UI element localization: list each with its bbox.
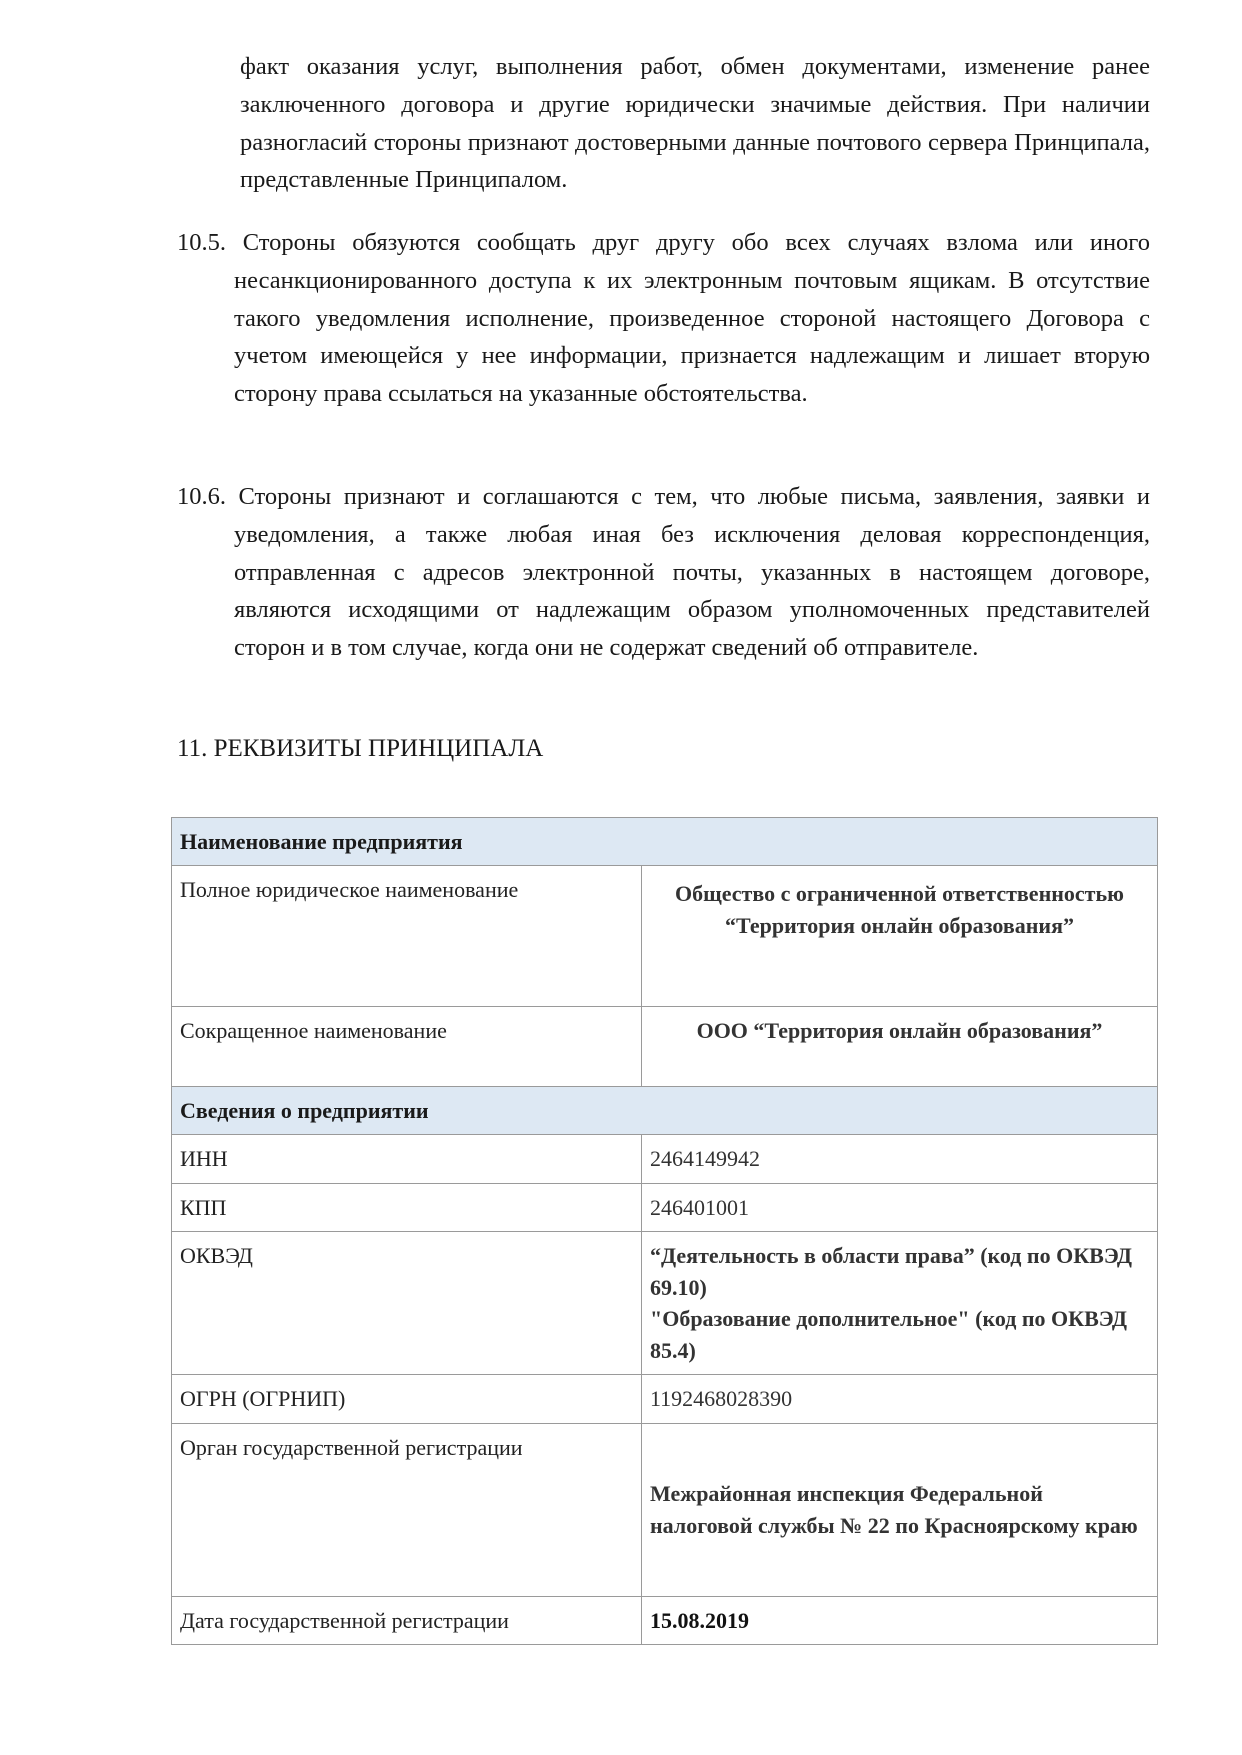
table-row [172,1135,1158,1184]
inn-value: 2464149942 [642,1135,1158,1184]
full-name-label: Полное юридическое наименование [172,866,642,1007]
okved-value-line-2: "Образование дополнительное" (код по ОКВЭД 85.4) [650,1306,1127,1363]
reg-body-value: Межрайонная инспекция Федеральной налоговой службы № 22 по Красноярскому краю [642,1423,1158,1596]
paragraph-10-5: 10.5. Стороны обязуются сообщать друг другу обо всех случаях взлома или иного несанкционированного доступа к их электронным почтовым ящикам. В отсутствие такого уведомления исполнение, произведенное стороной настоящего Договора с учетом имеющейся у нее информации, признается надлежащим и лишает вторую сторону права ссылаться на указанные обстоятельства. [177,229,1150,408]
full-name-value: Общество с ограниченной ответственностью “Территория онлайн образования” [642,866,1158,1007]
reg-date-value: 15.08.2019 [642,1596,1158,1645]
inn-label: ИНН [172,1135,642,1184]
header-company-name: Наименование предприятия [172,818,1158,866]
table-row [172,1423,1158,1596]
requisites-table [171,817,1158,1645]
reg-body-label: Орган государственной регистрации [172,1423,642,1596]
paragraph-continuation: факт оказания услуг, выполнения работ, обмен документами, изменение ранее заключенного договора и другие юридически значимые действия. При наличии разногласий стороны признают достоверными данные почтового сервера Принципала, представленные Принципалом. [240,53,1150,194]
kpp-value: 246401001 [642,1183,1158,1232]
table-row [172,1596,1158,1645]
table-row [172,1183,1158,1232]
short-name-label: Сокращенное наименование [172,1007,642,1087]
table-row [172,1007,1158,1087]
short-name-value: ООО “Территория онлайн образования” [642,1007,1158,1087]
header-company-info: Сведения о предприятии [172,1087,1158,1135]
table-row [172,1232,1158,1375]
reg-date-label: Дата государственной регистрации [172,1596,642,1645]
ogrn-label: ОГРН (ОГРНИП) [172,1375,642,1424]
table-header-row [172,1087,1158,1135]
okved-value-line-1: “Деятельность в области права” (код по ОКВЭД 69.10) [650,1243,1133,1300]
okved-label: ОКВЭД [172,1232,642,1375]
okved-value [642,1232,1158,1375]
table-row [172,1375,1158,1424]
paragraph-10-6: 10.6. Стороны признают и соглашаются с тем, что любые письма, заявления, заявки и уведомления, а также любая иная без исключения деловая корреспонденция, отправленная с адресов электронной почты, указанных в настоящем договоре, являются исходящими от надлежащим образом уполномоченных представителей сторон и в том случае, когда они не содержат сведений об отправителе. [177,483,1150,662]
section-title: 11. РЕКВИЗИТЫ ПРИНЦИПАЛА [177,735,544,762]
ogrn-value: 1192468028390 [642,1375,1158,1424]
table-header-row [172,818,1158,866]
table-row [172,866,1158,1007]
kpp-label: КПП [172,1183,642,1232]
